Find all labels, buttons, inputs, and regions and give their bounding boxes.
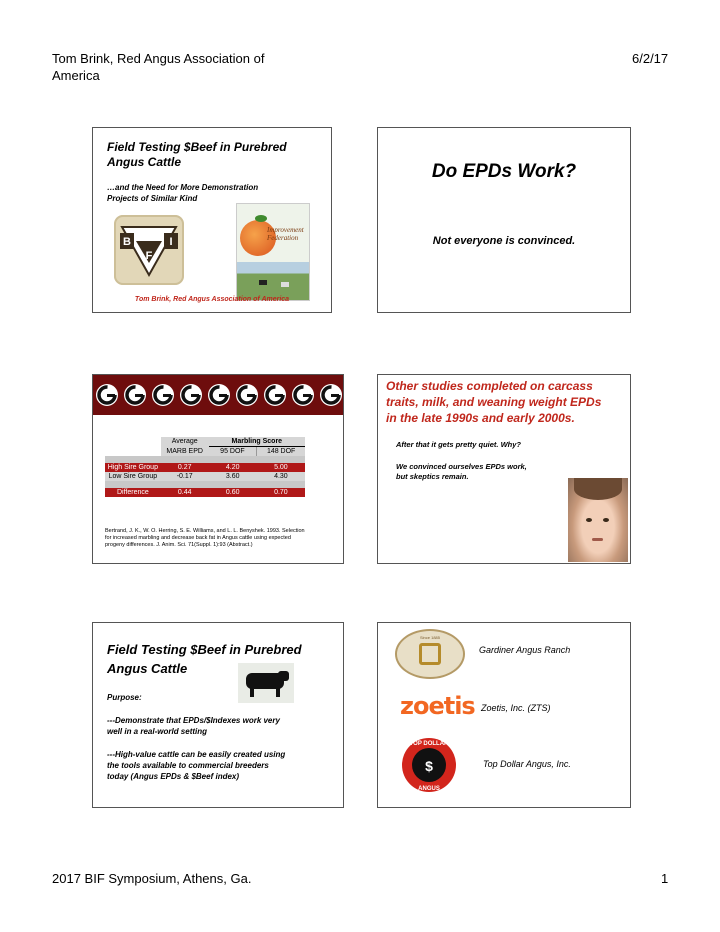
point2-line1: ---High-value cattle can be easily created using xyxy=(107,750,286,759)
georgia-g-logo-icon xyxy=(208,384,230,406)
marbling-table xyxy=(105,437,305,497)
child-mouth xyxy=(592,538,603,541)
georgia-g-logo-icon xyxy=(124,384,146,406)
gardiner-angus-ranch-logo xyxy=(395,629,465,679)
top-dollar-logo-top-text: TOP DOLLAR xyxy=(409,741,449,747)
header-author-line2: America xyxy=(52,68,100,83)
slide1-subtitle-line1: …and the Need for More Demonstration xyxy=(107,183,259,192)
slide4-line2: We convinced ourselves EPDs work, xyxy=(396,462,527,471)
georgia-g-logo-icon xyxy=(320,384,342,406)
child-eye xyxy=(603,518,609,522)
header-date: 6/2/17 xyxy=(632,51,669,66)
slide1-title-line1: Field Testing $Beef in Purebred xyxy=(107,140,287,154)
slide4-line1: After that it gets pretty quiet. Why? xyxy=(396,440,522,449)
point2-line2: the tools available to commercial breeders xyxy=(107,761,269,770)
georgia-g-logo-icon xyxy=(180,384,202,406)
bull-head xyxy=(278,671,289,681)
georgia-logos-graphic xyxy=(93,375,343,415)
slide-1 xyxy=(92,127,332,313)
bif-logo xyxy=(114,215,184,285)
footer-event: 2017 BIF Symposium, Athens, Ga. xyxy=(52,871,252,886)
col1-header-line2: MARB EPD xyxy=(161,447,209,457)
citation-line2: for increased marbling and decrease back fat in Angus cattle using expected xyxy=(105,535,291,541)
slide2-title: Do EPDs Work? xyxy=(431,161,577,182)
bif-convention-poster xyxy=(236,203,310,301)
point1-line1: ---Demonstrate that EPDs/$Indexes work very xyxy=(107,716,280,725)
table-row xyxy=(105,472,305,481)
slide3-citation xyxy=(105,528,305,549)
citation-line1: Bertrand, J. K., W. O. Herring, S. E. Williams, and L. L. Benyshek. 1993. Selection xyxy=(105,528,305,534)
row-value: -0.17 xyxy=(176,473,193,480)
poster-title xyxy=(267,226,304,242)
slide5-title-line1: Field Testing $Beef in Purebred xyxy=(107,642,302,657)
slide-4 xyxy=(377,374,631,564)
poster-cattle xyxy=(281,282,289,287)
purpose-label: Purpose: xyxy=(107,693,142,702)
slide2-subtitle: Not everyone is convinced. xyxy=(432,235,576,247)
poster-title-line2: Federation xyxy=(267,234,299,242)
row-label: High Sire Group xyxy=(107,464,158,471)
black-angus-bull-photo xyxy=(238,663,294,703)
child-hair xyxy=(574,478,622,500)
skeptical-child-photo xyxy=(568,478,628,562)
poster-field-image xyxy=(237,262,309,300)
header-author xyxy=(52,50,264,84)
slide5-title-line2: Angus Cattle xyxy=(107,661,188,676)
point2-line3: today (Angus EPDs & $Beef index) xyxy=(107,772,240,781)
slide1-title xyxy=(107,140,287,170)
row-value: 4.20 xyxy=(225,464,240,471)
poster-cattle xyxy=(259,280,267,285)
bull-leg xyxy=(250,687,254,697)
partner-top-dollar: Top Dollar Angus, Inc. xyxy=(483,759,571,769)
slide4-title-line3: in the late 1990s and early 2000s. xyxy=(386,411,575,425)
poster-title-line1: Improvement xyxy=(267,226,304,234)
row-value: 0.70 xyxy=(274,489,288,496)
bif-letter-f: F xyxy=(145,250,153,262)
col3-header: 148 DOF xyxy=(257,447,305,457)
partner-zoetis: Zoetis, Inc. (ZTS) xyxy=(481,703,551,713)
bif-letter-b: B xyxy=(123,236,131,248)
footer-page-number: 1 xyxy=(661,871,669,886)
gar-brand-mark xyxy=(419,643,441,665)
top-dollar-logo-graphic xyxy=(401,732,457,798)
row-value: 3.60 xyxy=(225,473,240,480)
georgia-g-logo-icon xyxy=(292,384,314,406)
group-header: Marbling Score xyxy=(209,437,305,447)
slide-6 xyxy=(377,622,631,808)
col1-header-line1: Average xyxy=(161,437,209,447)
poster-leaf xyxy=(255,215,267,222)
bull-leg xyxy=(276,687,280,697)
col2-header: 95 DOF xyxy=(209,447,257,457)
row-value: 0.60 xyxy=(225,489,240,496)
row-value: 4.30 xyxy=(274,473,288,480)
table-row xyxy=(105,488,305,497)
slide4-line3: but skeptics remain. xyxy=(396,472,469,481)
top-dollar-angus-logo xyxy=(401,732,457,798)
slide1-author: Tom Brink, Red Angus Association of America xyxy=(134,296,290,303)
purpose-point1 xyxy=(107,715,280,737)
georgia-g-logo-icon xyxy=(264,384,286,406)
point1-line2: well in a real-world setting xyxy=(107,727,208,736)
slide-5 xyxy=(92,622,344,808)
slide1-subtitle-line2: Projects of Similar Kind xyxy=(107,194,198,203)
slide4-body xyxy=(396,462,527,482)
georgia-g-logo-icon xyxy=(96,384,118,406)
partner-gardiner: Gardiner Angus Ranch xyxy=(479,645,571,655)
gar-logo-caption: Since 1885 xyxy=(419,635,440,640)
zoetis-logo: zoetis xyxy=(400,692,475,720)
purpose-point2 xyxy=(107,749,285,782)
georgia-g-logo-icon xyxy=(152,384,174,406)
slide4-title-line1: Other studies completed on carcass xyxy=(386,379,593,393)
row-label: Low Sire Group xyxy=(108,473,158,480)
header-author-line1: Tom Brink, Red Angus Association of xyxy=(52,51,265,66)
bif-logo-graphic xyxy=(114,215,184,285)
slide-3 xyxy=(92,374,344,564)
row-value: 0.27 xyxy=(177,464,192,471)
row-value: 0.44 xyxy=(177,489,192,496)
top-dollar-logo-bottom-text: ANGUS xyxy=(418,786,440,792)
citation-line3: progeny differences. J. Anim. Sci. 71(Suppl. 1):93 (Abstract.) xyxy=(105,542,253,548)
table-row xyxy=(105,463,305,472)
child-eye xyxy=(586,518,592,522)
svg-text:$: $ xyxy=(425,758,433,774)
bif-letter-i: I xyxy=(169,236,173,248)
slide-2 xyxy=(377,127,631,313)
slide1-title-line2: Angus Cattle xyxy=(107,155,182,169)
slide1-subtitle xyxy=(107,182,258,204)
row-label: Difference xyxy=(117,489,149,496)
row-value: 5.00 xyxy=(274,464,288,471)
georgia-logo-banner xyxy=(93,375,343,415)
georgia-g-logo-icon xyxy=(236,384,258,406)
slide4-title xyxy=(386,378,601,426)
slide4-title-line2: traits, milk, and weaning weight EPDs xyxy=(386,395,602,409)
